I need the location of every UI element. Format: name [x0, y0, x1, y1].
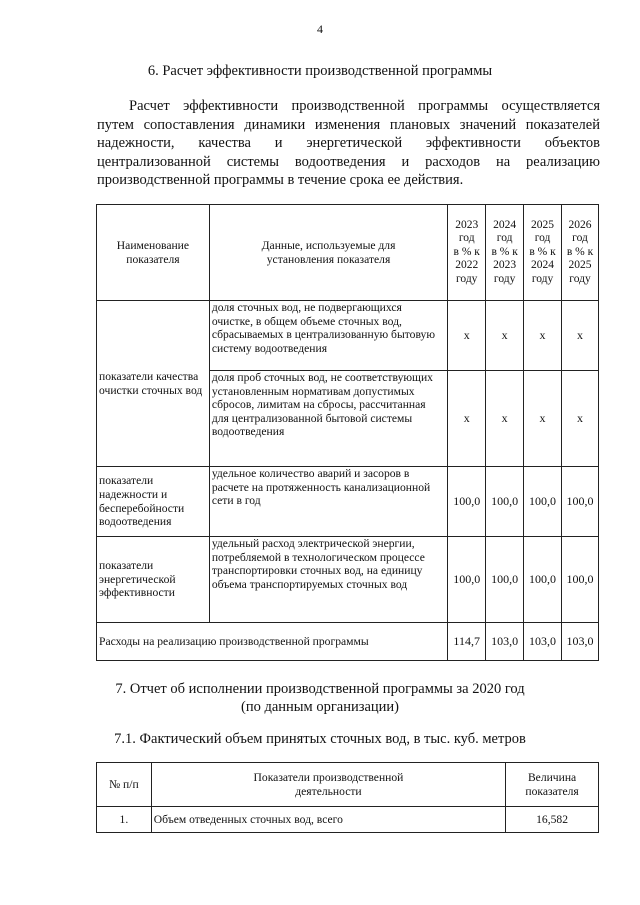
cell-value: х	[524, 301, 562, 371]
group-quality-label: показатели качества очистки сточных вод	[97, 301, 210, 467]
group-energy-label: показатели энергетической эффективности	[97, 537, 210, 623]
cell-value: 100,0	[486, 467, 524, 537]
cell-value: 100,0	[562, 537, 599, 623]
cell-value: 103,0	[486, 623, 524, 661]
section-7-1-subtitle: 7.1. Фактический объем принятых сточных вод, в тыс. куб. метров	[114, 731, 526, 747]
header-year-2026: 2026 год в % к 2025 году	[562, 205, 599, 301]
cell-value: х	[562, 301, 599, 371]
header-indicator-name: Наименование показателя	[97, 205, 210, 301]
cell-value: х	[486, 371, 524, 467]
header-year-2025: 2025 год в % к 2024 году	[524, 205, 562, 301]
cell-value: х	[524, 371, 562, 467]
row-data-text: доля проб сточных вод, не соответствующих установленным нормативам допустимых сбросов, лимитам на сбросы, рассчитанная для централизованной бытовой системы водоотведения	[209, 371, 447, 467]
table-header-row	[97, 205, 599, 301]
cell-value: 103,0	[562, 623, 599, 661]
expenses-label: Расходы на реализацию производственной программы	[97, 623, 448, 661]
cell-value: 100,0	[524, 537, 562, 623]
cell-value: 103,0	[524, 623, 562, 661]
cell-value: 114,7	[448, 623, 486, 661]
header-data-used: Данные, используемые для установления показателя	[209, 205, 447, 301]
cell-value: 100,0	[486, 537, 524, 623]
header-year-2023: 2023 год в % к 2022 году	[448, 205, 486, 301]
cell-value: х	[448, 371, 486, 467]
efficiency-table	[96, 204, 599, 661]
row-data-text: удельный расход электрической энергии, потребляемой в технологическом процессе транспортировки сточных вод, на единицу объема транспортируемых сточных вод	[209, 537, 447, 623]
group-reliability-label: показатели надежности и бесперебойности водоотведения	[97, 467, 210, 537]
cell-value: 100,0	[448, 537, 486, 623]
cell-value: х	[448, 301, 486, 371]
wastewater-volume-table	[96, 762, 599, 833]
table-row	[97, 807, 599, 833]
table-header-row	[97, 763, 599, 807]
cell-value: 100,0	[524, 467, 562, 537]
cell-value: 100,0	[448, 467, 486, 537]
section-6-title: 6. Расчет эффективности производственной программы	[147, 63, 493, 79]
header-row-number: № п/п	[97, 763, 152, 807]
row-number: 1.	[97, 807, 152, 833]
table-row	[97, 537, 599, 623]
expenses-row	[97, 623, 599, 661]
header-indicators: Показатели производственной деятельности	[151, 763, 505, 807]
section-6-paragraph: Расчет эффективности производственной программы осуществляется путем сопоставления динамики изменения плановых значений показателей надежности, качества и энергетической эффективности объектов централизованной системы водоотведения и расходов на реализацию производственной программы в течение срока ее действия.	[97, 98, 600, 188]
cell-value: 100,0	[562, 467, 599, 537]
section-7-title: 7. Отчет об исполнении производственной программы за 2020 год (по данным организации)	[115, 681, 525, 715]
header-value: Величина показателя	[506, 763, 599, 807]
cell-value: х	[486, 301, 524, 371]
row-data-text: доля сточных вод, не подвергающихся очистке, в общем объеме сточных вод, сбрасываемых в централизованную бытовую систему водоотведения	[209, 301, 447, 371]
header-year-2024: 2024 год в % к 2023 году	[486, 205, 524, 301]
page-number: 4	[317, 22, 323, 36]
row-data-text: удельное количество аварий и засоров в расчете на протяженность канализационной сети в год	[209, 467, 447, 537]
row-indicator: Объем отведенных сточных вод, всего	[151, 807, 505, 833]
row-value: 16,582	[506, 807, 599, 833]
table-row	[97, 467, 599, 537]
table-row	[97, 301, 599, 371]
cell-value: х	[562, 371, 599, 467]
